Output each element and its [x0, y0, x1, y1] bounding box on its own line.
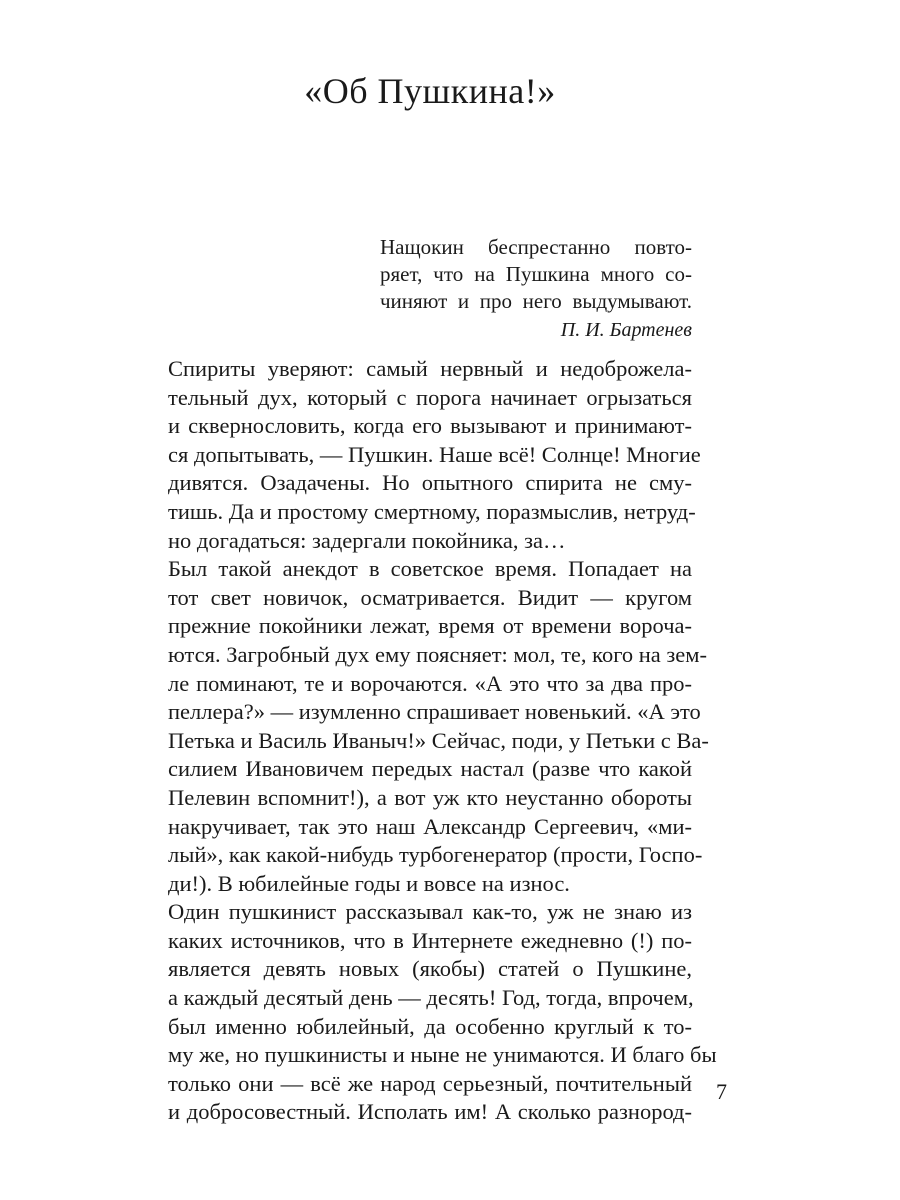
body-line: накручивает, так это наш Александр Сергеевич, «ми- [168, 813, 692, 839]
body-line: Петька и Василь Иваныч!» Сейчас, поди, у Петьки с Ва- [168, 727, 709, 753]
epigraph-line: Нащокин беспрестанно повто- [380, 235, 692, 259]
body-text [168, 355, 717, 1127]
epigraph-line: чиняют и про него выдумывают. [380, 289, 692, 313]
body-line: Спириты уверяют: самый нервный и недоброжела- [168, 356, 692, 381]
body-line: Один пушкинист рассказывал как-то, уж не знаю из [168, 899, 692, 925]
chapter-title: «Об Пушкина!» [304, 71, 556, 111]
body-line: тишь. Да и простому смертному, поразмыслив, нетруд- [168, 498, 696, 524]
body-line: Был такой анекдот в советское время. Попадает на [168, 556, 692, 582]
body-line: лый», как какой-нибудь турбогенератор (прости, Госпо- [168, 842, 703, 868]
body-line: и добросовестный. Исполать им! А сколько разнород- [168, 1099, 692, 1125]
body-line: каких источников, что в Интернете ежедневно (!) по- [168, 927, 692, 953]
body-line: ся допытывать, — Пушкин. Наше всё! Солнце! Многие [168, 441, 701, 467]
body-line: ди!). В юбилейные годы и вовсе на износ. [168, 870, 570, 896]
body-line: пеллера?» — изумленно спрашивает новенький. «А это [168, 699, 701, 725]
epigraph [380, 234, 692, 345]
body-line: только они — всё же народ серьезный, почтительный [168, 1070, 692, 1096]
epigraph-line: ряет, что на Пушкина много со- [380, 262, 692, 286]
body-line: был именно юбилейный, да особенно круглый к то- [168, 1013, 692, 1039]
body-line: прежние покойники лежат, время от времени вороча- [168, 613, 692, 639]
body-line: и сквернословить, когда его вызывают и принимают- [168, 413, 692, 439]
body-line: ются. Загробный дух ему поясняет: мол, те, кого на зем- [168, 641, 708, 667]
body-line: тот свет новичок, осматривается. Видит — кругом [168, 584, 692, 610]
body-line: му же, но пушкинисты и ныне не унимаются. И благо бы [168, 1042, 717, 1068]
body-line: а каждый десятый день — десять! Год, тогда, впрочем, [168, 985, 694, 1011]
body-line: Пелевин вспомнит!), а вот уж кто неустанно обороты [168, 784, 692, 810]
epigraph-author: П. И. Бартенев [560, 319, 692, 341]
body-line: ле поминают, те и ворочаются. «А это что за два про- [168, 670, 692, 696]
body-line: но догадаться: задергали покойника, за… [168, 527, 566, 553]
body-line: является девять новых (якобы) статей о Пушкине, [168, 956, 692, 982]
body-line: силием Ивановичем передых настал (разве что какой [168, 756, 692, 782]
body-line: дивятся. Озадачены. Но опытного спирита не сму- [168, 470, 692, 496]
body-line: тельный дух, который с порога начинает огрызаться [168, 384, 692, 410]
page-number: 7 [716, 1079, 727, 1104]
